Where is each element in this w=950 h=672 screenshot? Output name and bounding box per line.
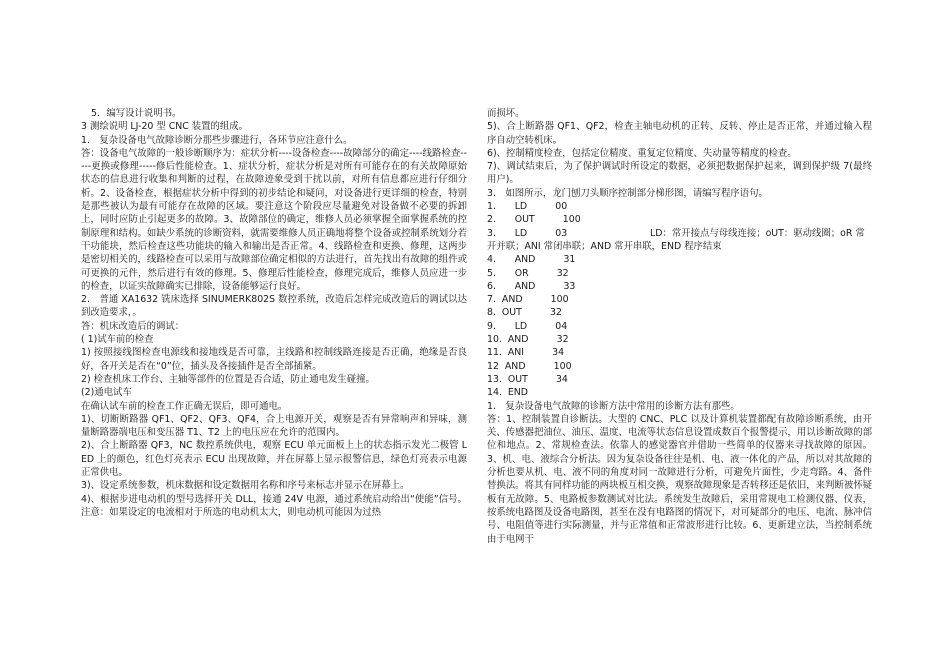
power-test-heading: (2)通电试车 bbox=[81, 387, 132, 399]
ladder-line-6: 6. AND 33 bbox=[487, 280, 576, 292]
ladder-line-8: 8. OUT 32 bbox=[487, 307, 562, 319]
power-test-step-1: 1)、切断断路器 QF1、QF2、QF3、QF4，合上电源开关，观察是否有异常响声和异味，测量断路器端电压和变压器 T1、T2 上的电压应在允许的范围内。 bbox=[81, 413, 467, 439]
ladder-line-10: 10. AND 32 bbox=[487, 334, 569, 346]
ladder-line-7: 7. AND 100 bbox=[487, 294, 569, 306]
ladder-line-14: 14. END bbox=[487, 387, 529, 399]
ladder-line-3-row bbox=[487, 227, 872, 254]
ladder-line-11: 11. ANI 34 bbox=[487, 347, 565, 359]
answer-1: 答：设备电气故障的一般诊断顺序为：症状分析----设备检查----故障部分的确定----线路检查-----更换或修理-----修后性能检查。1、症状分析，症状分析是对所有可能存在的有关故障原始状态的信息进行收集和判断的过程，在故障迹象受到干扰以前，对所有信息都应进行仔细分析。2、设备检查，根据症状分析中得到的初步结论和疑问，对设备进行更详细的检查，特别是那些被认为最有可能存在故障的区域。要注意这个阶段应尽量避免对设备做不必要的拆卸上，同时应防止引起更多的故障。3、故障部位的确定，维修人员必须掌握全面掌握系统的控制原理和结构。如缺少系统的诊断资料，就需要维修人员正确地将整个设备或控制系统划分若干功能块，然后检查这些功能块的输入和输出是否正常。4、线路检查和更换、修理，这两步是密切相关的，线路检查可以采用与故障部位确定相似的方法进行，首先找出有故障的组件或可更换的元件，然后进行有效的修理。5、修理后性能检查，修理完成后，维修人员应进一步的检查，以证实故障确实已排除，设备能够运行良好。 bbox=[81, 147, 467, 292]
item-5: 5．编写设计说明书。 bbox=[91, 108, 182, 119]
ladder-line-9: 9. LD 04 bbox=[487, 320, 568, 332]
power-test-step-2: 2)、合上断路器 QF3，NC 数控系统供电，观察 ECU 单元面板上上的状态指示发光二极管 LED 上的颜色，红色灯亮表示 ECU 出现故障，并在屏幕上显示报警信息，绿色灯亮表示电源正常供电。 bbox=[81, 440, 467, 479]
instruction-legend: LD：常开接点与母线连接；oUT：驱动线圈；oR 常开并联；ANI 常闭串联；AND 常开串联，END 程序结束 bbox=[487, 227, 865, 252]
pre-test-step-1: 1) 按照接线图检查电源线和接地线是否可靠，主线路和控制线路连接是否正确，绝缘是否良好，各开关是否在“0”位，插头及各接插件是否全部插紧。 bbox=[81, 347, 467, 372]
ladder-line-3: 3. LD 03 bbox=[487, 227, 568, 239]
power-test-step-4: 4)、根据步进电动机的型号选择开关 DLL，接通 24V 电源，通过系统启动给出“使能”信号。注意：如果设定的电流相对于所选的电动机太大，则电动机可能因为过热 bbox=[81, 493, 467, 518]
answer-2-intro: 答：机床改造后的调试： bbox=[81, 320, 185, 332]
left-column bbox=[81, 107, 467, 519]
section-3-heading: 3 测绘说明 LJ-20 型 CNC 装置的组成。 bbox=[81, 121, 249, 133]
question-4: 1. 复杂设备电气故障的诊断方法中常用的诊断方法有那些。 bbox=[487, 400, 740, 412]
power-test-step-5: 5)、合上断路器 QF1、QF2，检查主轴电动机的正转、反转、停止是否正常，并通过输入程序自动空转机床。 bbox=[487, 121, 872, 146]
power-test-intro: 在确认试车前的检查工作正确无误后，即可通电。 bbox=[81, 400, 288, 412]
ladder-line-13: 13. OUT 34 bbox=[487, 373, 568, 385]
question-1: 1. 复杂设备电气故障诊断分那些步骤进行，各环节应注意什么。 bbox=[81, 134, 353, 146]
ladder-line-4: 4. AND 31 bbox=[487, 254, 576, 266]
answer-4: 答：1、控制装置自诊断法。大型的 CNC、PLC 以及计算机装置都配有故障诊断系统，由开关、传感器把油位、油压、温度、电流等状态信息设置成数百个报警提示，用以诊断故障的部位和地点。2、常规检查法。依靠人的感觉器官并借助一些简单的仪器来寻找故障的原因。3、机、电、液综合分析法。因为复杂设备往往是机、电、液一体化的产品，所以对其故障的分析也要从机、电、液不同的角度对同一故障进行分析，可避免片面性，少走弯路。4、备件替换法。将其有同样功能的两块板互相交换，观察故障现象是否转移还是依旧，来判断被怀疑板有无故障。5、电路板参数测试对比法。系统发生故障后，采用常规电工检测仪器、仪表，按系统电路图及设备电路图，甚至在没有电路图的情况下，对可疑部分的电压、电流、脉冲信号、电阻值等进行实际测量，并与正常值和正常波形进行比较。6、更新建立法，当控制系统由于电网干 bbox=[487, 413, 872, 545]
power-test-step-3: 3)、设定系统参数，机床数据和设定数据用名称和序号来标志并显示在屏幕上。 bbox=[81, 480, 410, 492]
ladder-line-2: 2. OUT 100 bbox=[487, 214, 581, 226]
power-test-step-7: 7)、调试结束后，为了保护调试时所设定的数据，必须把数据保护起来，调到保护级 7(最终用户)。 bbox=[487, 161, 872, 186]
ladder-line-1: 1. LD 00 bbox=[487, 201, 568, 213]
question-2: 2. 普通 XA1632 铣床选择 SINUMERK802S 数控系统，改造后怎样完成改造后的调试以达到改造要求，。 bbox=[81, 294, 467, 319]
ladder-line-12: 12 AND 100 bbox=[487, 360, 572, 372]
question-3: 3. 如图所示，龙门刨刀头顺序控制部分梯形图，请编写程序语句。 bbox=[487, 187, 768, 199]
ladder-line-5: 5. OR 32 bbox=[487, 267, 569, 279]
right-column bbox=[487, 107, 872, 546]
power-test-step-6: 6)、控制精度检查，包括定位精度、重复定位精度、失动量等精度的检查。 bbox=[487, 147, 797, 159]
pre-test-step-2: 2) 检查机床工作台、主轴等部件的位置是否合适，防止通电发生碰撞。 bbox=[81, 373, 375, 385]
continuation-text: 而损坏。 bbox=[487, 108, 525, 119]
pre-test-heading: ( 1)试车前的检查 bbox=[81, 334, 154, 346]
